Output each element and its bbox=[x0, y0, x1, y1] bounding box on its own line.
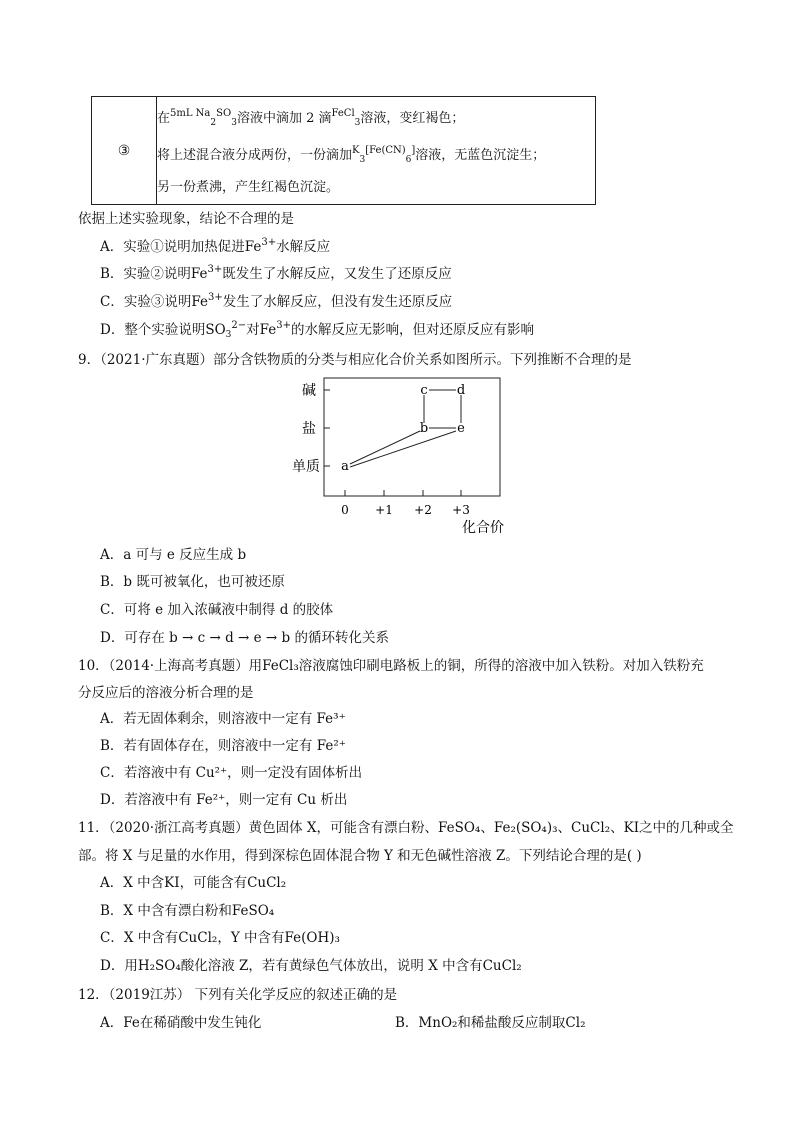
x-tick-3: +3 bbox=[452, 503, 470, 517]
link-a-b bbox=[350, 431, 420, 464]
point-b: b bbox=[419, 421, 429, 436]
q10-stem-line-2: 分反应后的溶液分析合理的是 bbox=[78, 685, 254, 701]
x-tick-1: +1 bbox=[375, 503, 393, 517]
q11-option-c: C．X 中含有CuCl₂，Y 中含有Fe(OH)₃ bbox=[100, 930, 340, 946]
q12-option-b: B．MnO₂和稀盐酸反应制取Cl₂ bbox=[395, 1015, 586, 1031]
y-label-salt: 盐 bbox=[302, 421, 316, 437]
q8-option-a: A．实验①说明加热促进$Fe^{3+}$水解反应 bbox=[100, 237, 331, 255]
iron-valence-diagram bbox=[290, 374, 520, 540]
q8-option-c: C．实验③说明$Fe^{3+}$发生了水解反应，但没有发生还原反应 bbox=[100, 292, 453, 310]
q9-option-c: C．可将 e 加入浓碱液中制得 d 的胶体 bbox=[100, 602, 334, 618]
experiment-line-2: 将上述混合液分成两份，一份滴加$^K_3^{[Fe(CN)}_6$]溶液，无蓝色沉淀生； bbox=[157, 144, 546, 165]
link-a-e bbox=[350, 431, 456, 467]
q10-stem-line-1: 10．（2014·上海高考真题）用FeCl₃溶液腐蚀印刷电路板上的铜，所得的溶液中加入铁粉。对加入铁粉充 bbox=[78, 658, 704, 674]
q9-option-a: A．a 可与 e 反应生成 b bbox=[100, 547, 247, 563]
q12-stem: 12．（2019江苏） 下列有关化学反应的叙述正确的是 bbox=[78, 987, 398, 1003]
point-a: a bbox=[341, 459, 349, 474]
q10-option-d: D．若溶液中有 Fe²⁺，则一定有 Cu 析出 bbox=[100, 792, 348, 808]
point-e: e bbox=[457, 421, 465, 436]
point-c: c bbox=[420, 383, 428, 398]
q10-option-c: C．若溶液中有 Cu²⁺，则一定没有固体析出 bbox=[100, 765, 363, 781]
experiment-table bbox=[91, 96, 596, 205]
q11-stem-line-2: 部。将 X 与足量的水作用，得到深棕色固体混合物 Y 和无色碱性溶液 Z。下列结论合理的是( ) bbox=[78, 848, 642, 864]
x-tick-0: 0 bbox=[341, 503, 349, 517]
q9-stem: 9．（2021·广东真题）部分含铁物质的分类与相应化合价关系如图所示。下列推断不合理的是 bbox=[78, 352, 632, 368]
q10-option-a: A．若无固体剩余，则溶液中一定有 Fe³⁺ bbox=[100, 711, 346, 727]
q8-option-b: B．实验②说明$Fe^{3+}$既发生了水解反应，又发生了还原反应 bbox=[100, 264, 452, 282]
q11-stem-line-1: 11．（2020·浙江高考真题）黄色固体 X，可能含有漂白粉、FeSO₄、Fe₂(SO₄)₃、CuCl₂、KI之中的几种或全 bbox=[78, 820, 734, 836]
q12-option-a: A．Fe在稀硝酸中发生钝化 bbox=[100, 1015, 262, 1031]
q8-stem: 依据上述实验现象，结论不合理的是 bbox=[78, 211, 294, 227]
q9-option-d: D．可存在 b → c → d → e → b 的循环转化关系 bbox=[100, 630, 389, 646]
experiment-description bbox=[157, 97, 596, 205]
q11-option-b: B．X 中含有漂白粉和FeSO₄ bbox=[100, 903, 275, 919]
y-label-element: 单质 bbox=[292, 459, 320, 475]
x-axis-label: 化合价 bbox=[462, 520, 504, 536]
q10-option-b: B．若有固体存在，则溶液中一定有 Fe²⁺ bbox=[100, 738, 346, 754]
diagram-frame bbox=[324, 378, 500, 496]
q8-option-d: D．整个实验说明$SO_3^{2-}$对$Fe^{3+}$的水解反应无影响，但对还原反应有影响 bbox=[100, 320, 534, 340]
row-number: ③ bbox=[92, 97, 157, 205]
point-d: d bbox=[456, 383, 466, 398]
q11-option-a: A．X 中含KI，可能含有CuCl₂ bbox=[100, 875, 287, 891]
x-tick-2: +2 bbox=[414, 503, 432, 517]
q9-option-b: B．b 既可被氧化，也可被还原 bbox=[100, 574, 285, 590]
experiment-line-1: 在$^{5mL Na}_2^{SO}_3$溶液中滴加 2 滴$^{FeCl}_3$溶液，变红褐色； bbox=[157, 107, 465, 128]
experiment-line-3: 另一份煮沸，产生红褐色沉淀。 bbox=[157, 179, 340, 195]
q11-option-d: D．用H₂SO₄酸化溶液 Z，若有黄绿色气体放出，说明 X 中含有CuCl₂ bbox=[100, 958, 522, 974]
table-row bbox=[92, 97, 596, 205]
y-label-base: 碱 bbox=[302, 383, 316, 399]
